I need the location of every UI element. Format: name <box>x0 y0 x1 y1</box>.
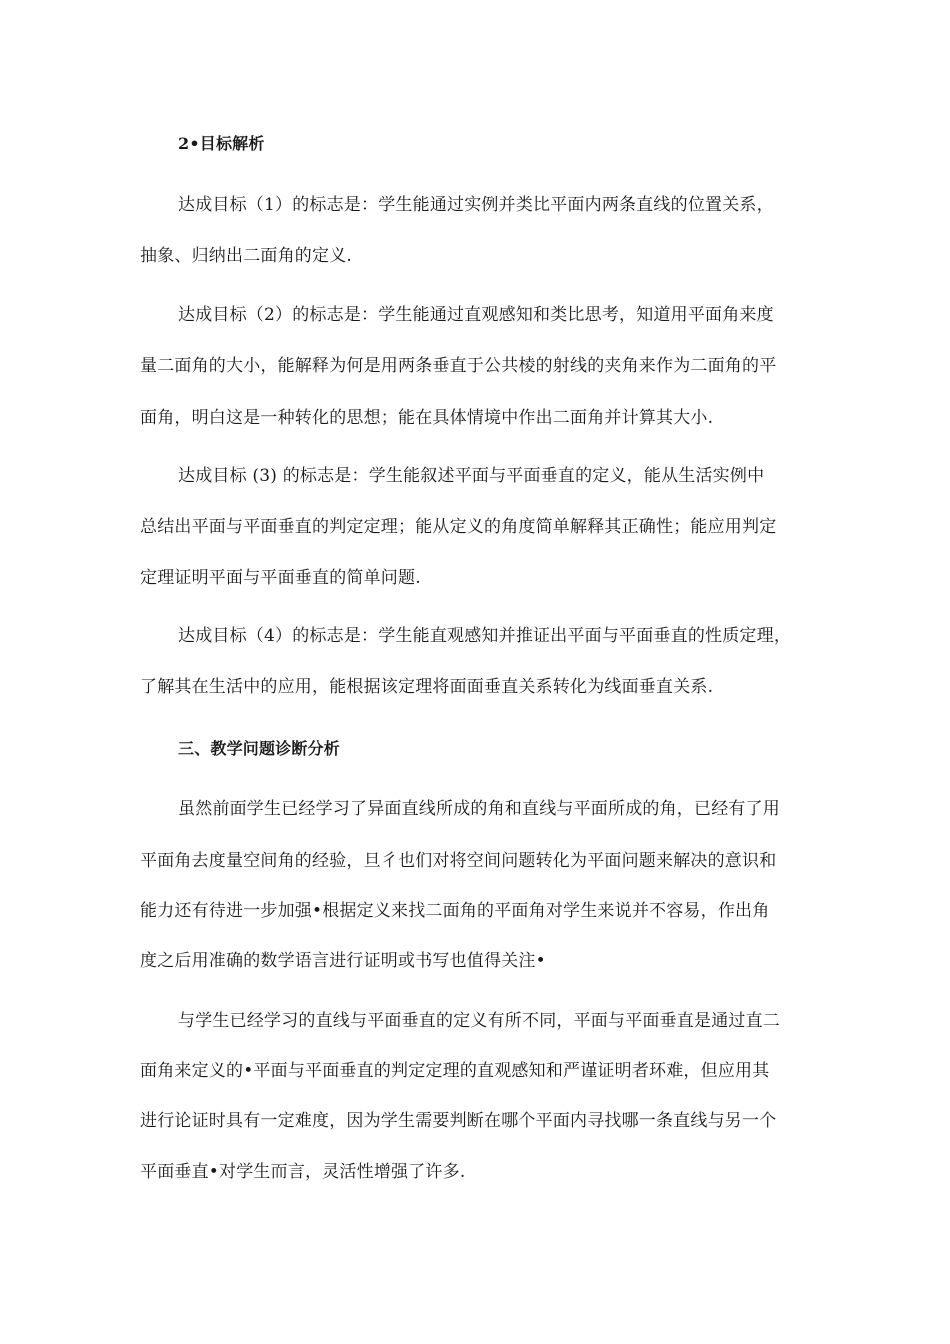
para1-line-2: 平面角去度量空间角的经验，旦彳也们对将空间问题转化为平面问题来解决的意识和 <box>140 851 777 871</box>
goal2-line-1: 达成目标（2）的标志是：学生能通过直观感知和类比思考，知道用平面角来度 <box>178 305 774 325</box>
para1-line-1: 虽然前面学生已经学习了异面直线所成的角和直线与平面所成的角，已经有了用 <box>178 799 780 819</box>
goal4-line-1: 达成目标（4）的标志是：学生能直观感知并推证出平面与平面垂直的性质定理， <box>178 626 792 646</box>
goal1-line-1: 达成目标（1）的标志是：学生能通过实例并类比平面内两条直线的位置关系， <box>178 195 774 215</box>
para2-line-1: 与学生已经学习的直线与平面垂直的定义有所不同，平面与平面垂直是通过直二 <box>178 1011 780 1031</box>
section-heading-goal-analysis: 2•目标解析 <box>178 134 265 153</box>
goal2-line-2: 量二面角的大小，能解释为何是用两条垂直于公共棱的射线的夹角来作为二面角的平 <box>140 356 777 376</box>
goal3-line-3: 定理证明平面与平面垂直的简单问题. <box>140 568 421 588</box>
para2-line-3: 进行论证时具有一定难度，因为学生需要判断在哪个平面内寻找哪一条直线与另一个 <box>140 1111 777 1131</box>
para2-line-2: 面角来定义的•平面与平面垂直的判定定理的直观感知和严谨证明者环难，但应用其 <box>140 1061 770 1081</box>
goal3-line-1: 达成目标 (3) 的标志是：学生能叙述平面与平面垂直的定义，能从生活实例中 <box>178 466 765 486</box>
para2-line-4: 平面垂直•对学生而言，灵活性增强了许多. <box>140 1162 466 1182</box>
section-heading-diagnosis: 三、教学问题诊断分析 <box>178 739 341 758</box>
para1-line-4: 度之后用准确的数学语言进行证明或书写也值得关注• <box>140 951 546 971</box>
goal2-line-3: 面角，明白这是一种转化的思想；能在具体情境中作出二面角并计算其大小. <box>140 408 714 428</box>
goal1-line-2: 抽象、归纳出二面角的定义. <box>140 246 353 266</box>
para1-line-3: 能力还有待进一步加强•根据定义来找二面角的平面角对学生来说并不容易，作出角 <box>140 901 770 921</box>
goal3-line-2: 总结出平面与平面垂直的判定定理；能从定义的角度简单解释其正确性；能应用判定 <box>140 517 777 537</box>
goal4-line-2: 了解其在生活中的应用，能根据该定理将面面垂直关系转化为线面垂直关系. <box>140 677 714 697</box>
